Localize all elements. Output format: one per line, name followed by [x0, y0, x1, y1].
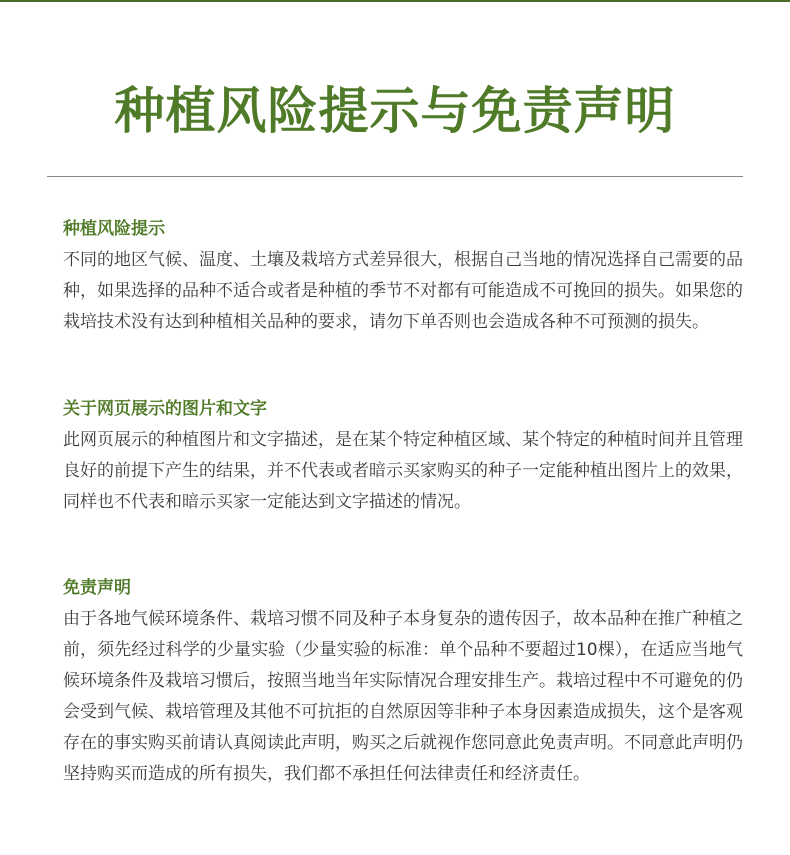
section-body-images-and-text: 此网页展示的种植图片和文字描述，是在某个特定种植区域、某个特定的种植时间并且管理良好的前提下产生的结果，并不代表或者暗示买家购买的种子一定能种植出图片上的效果，同样也不代表和暗示买家一定能达到文字描述的情况。 [63, 430, 743, 512]
section-body-planting-risk: 不同的地区气候、温度、土壤及栽培方式差异很大，根据自己当地的情况选择自己需要的品种，如果选择的品种不适合或者是种植的季节不对都有可能造成不可挽回的损失。如果您的栽培技术没有达到种植相关品种的要求，请勿下单否则也会造成各种不可预测的损失。 [63, 250, 743, 332]
section-planting-risk [63, 215, 743, 338]
section-heading-disclaimer: 免责声明 [63, 578, 131, 598]
section-heading-planting-risk: 种植风险提示 [63, 219, 165, 239]
section-images-and-text [63, 395, 743, 518]
top-border-line [0, 0, 790, 2]
page-title: 种植风险提示与免责声明 [114, 82, 676, 140]
section-body-disclaimer: 由于各地气候环境条件、栽培习惯不同及种子本身复杂的遗传因子，故本品种在推广种植之前，须先经过科学的少量实验（少量实验的标准：单个品种不要超过10棵），在适应当地气候环境条件及栽培习惯后，按照当地当年实际情况合理安排生产。栽培过程中不可避免的仍会受到气候、栽培管理及其他不可抗拒的自然原因等非种子本身因素造成损失，这个是客观存在的事实购买前请认真阅读此声明，购买之后就视作您同意此免责声明。不同意此声明仍坚持购买而造成的所有损失，我们都不承担任何法律责任和经济责任。 [63, 609, 743, 784]
title-divider [47, 176, 743, 177]
section-heading-images-and-text: 关于网页展示的图片和文字 [63, 399, 267, 419]
section-disclaimer [63, 574, 743, 790]
